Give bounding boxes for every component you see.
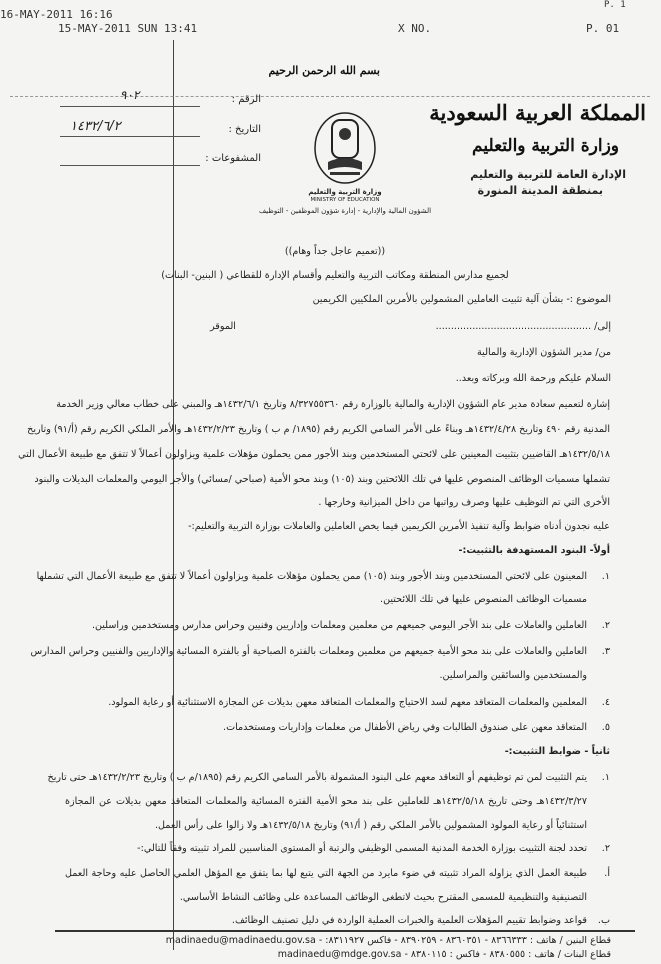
footer-boys-contact: قطاع البنين / هاتف : ٨٣٦٦٣٣٣ - ٨٣٦٠٣٥١ - ٨٣٩٠٢٥٩ - فاكس ٨٣١١٩٢٧: - madinaedu@madinaedu.gov.sa xyxy=(165,935,611,946)
item-number: ٤. xyxy=(601,697,610,708)
paragraph-line: المدنية رقم ٤٩٠ وتاريخ ١٤٣٢/٤/٢٨هـ وبناءً على الأمر السامي الكريم رقم (١٨٩٥/ م ب ) وتاريخ ١٤٣٢/٢/٢٣هـ والأمر الملكي الكريم رقم (أ/٩١) وتاريخ xyxy=(27,424,610,435)
list-item-line: المتعاقد معهن على صندوق الطالبات وفي رياض الأطفال من معلمات وإداريات ومستخدمات. xyxy=(223,722,587,733)
item-number: ١. xyxy=(601,571,610,582)
region-title: بمنطقة المدينة المنورة xyxy=(477,184,603,197)
fax-number-label: X NO. xyxy=(398,22,432,35)
addressees: لجميع مدارس المنطقة ومكاتب التربية والتعليم وأقسام الإدارة للقطاعي ( البنين- البنات) xyxy=(161,270,509,281)
paragraph-line: تشملها مسميات الوظائف المنصوص عليها في تلك اللائحتين وبند (١٠٥) وبند محو الأمية (صباحي /مسائي) والأجر اليومي والمعلمات البديلات والبنود xyxy=(34,474,610,485)
paragraph-line: ١٤٣٢/٥/١٨هـ القاضيين بتثبيت المعينين على لائحتي المستخدمين وبند الأجور ممن يحملون مؤهلات علمية ويزاولون أعمالاً لا تتفق مع طبيعة الأعمال التي xyxy=(18,449,610,460)
list-item-line: استثنائياً أو رعاية المولود المشمولين بالأمر الملكي رقم ( أ/٩١) وتاريخ ١٤٣٢/٥/١٨هـ ولا زالوا على رأس العمل. xyxy=(154,820,587,831)
ref-date-label: التاريخ : xyxy=(228,124,261,135)
department-line: الشؤون المالية والإدارية - إدارة شؤون الموظفين - التوظيف xyxy=(258,207,432,215)
subject-line: الموضوع :- بشأن آلية تثبيت العاملين المشمولين بالأمرين الملكيين الكريمين xyxy=(312,294,611,305)
paragraph-line: إشارة لتعميم سعادة مدير عام الشؤون الإدارية والمالية بالوزارة رقم ٨/٣٢٧٥٥٣٦٠ وتاريخ ١٤٣٢/٦/١هـ والمبني على خطاب معالي وزير الخدمة xyxy=(56,399,610,410)
scan-artifact-line xyxy=(173,40,174,950)
footer-divider xyxy=(55,930,635,932)
section2-title: ثانياً - ضوابط التثبيت:- xyxy=(504,746,610,757)
list-item-line: التصنيفية والتنظيمية للمسمى المقترح بحيث لاتطغى الوظائف المساعدة على وظائف النشاط الأساسي. xyxy=(179,892,587,903)
scan-artifact-dash xyxy=(10,96,650,97)
logo-caption-english: MINISTRY OF EDUCATION xyxy=(310,197,380,203)
item-number: ٢. xyxy=(601,843,610,854)
to-line: إلى/ ................................................... xyxy=(435,321,611,332)
paragraph-line: الأخرى التي تم التوظيف عليها وصرف رواتبها من داخل الميزانية وخارجها . xyxy=(318,497,610,508)
directorate-title: الإدارة العامة للتربية والتعليم xyxy=(470,168,626,181)
to-suffix: الموقر xyxy=(210,321,236,332)
basmala: بسم الله الرحمن الرحيم xyxy=(268,64,380,77)
ref-number-label: الرقم : xyxy=(231,94,261,105)
ministry-title: وزارة التربية والتعليم xyxy=(472,136,619,156)
ref-date-line xyxy=(60,136,200,137)
footer-girls-contact: قطاع البنات / هاتف : ٨٣٨٠٥٥٥ - فاكس : ٨٣٨٠١١٥ - madinaedu@mdge.gov.sa xyxy=(277,949,611,960)
list-item-line: العاملين والعاملات على بند محو الأمية جميعهم من معلمين ومعلمات بالفترة الصباحية أو بالفترة المسائية والإداريين والفنيين وحراس المدارس xyxy=(30,646,587,657)
item-number: ٥. xyxy=(601,722,610,733)
fax-stamp-received: 16-MAY-2011 16:16 xyxy=(0,8,113,21)
intro-line: عليه نجدون أدناه ضوابط وآلية تنفيذ الأمرين الكريمين فيما يخص العاملين والعاملات بوزارة التربية والتعليم:- xyxy=(188,521,610,532)
greeting: السلام عليكم ورحمة الله وبركاته وبعد.. xyxy=(455,373,611,384)
attachments-line xyxy=(60,165,200,166)
ref-number-line xyxy=(60,106,200,107)
fax-page-number: P. 01 xyxy=(586,22,620,35)
list-item-line: طبيعة العمل الذي يزاوله المراد تثبيته في ضوء مايرد من الجهة التي يتبع لها بما يتفق مع المؤهل العلمي الحاصل عليه وحاجة العمل xyxy=(65,868,587,879)
list-item-line: مسميات الوظائف المنصوص عليها في تلك اللائحتين. xyxy=(380,594,587,605)
attachments-label: المشفوعات : xyxy=(205,153,261,164)
kingdom-title: المملكة العربية السعودية xyxy=(429,100,646,125)
subitem-letter: أ. xyxy=(604,868,610,879)
item-number: ١. xyxy=(601,772,610,783)
from-line: من/ مدير الشؤون الإدارية والمالية xyxy=(477,347,611,358)
item-number: ٢. xyxy=(601,620,610,631)
fax-stamp-sent: 15-MAY-2011 SUN 13:41 xyxy=(58,22,198,35)
list-item-line: المعلمين والمعلمات المتعاقد معهم لسد الاحتياج والمعلمات المتعاقد معهن بديلات عن المجازة الاستثنائية أو رعاية المولود. xyxy=(108,697,587,708)
list-item-line: المعينون على لائحتي المستخدمين وبند الأجور وبند (١٠٥) ممن يحملون مؤهلات علمية ويزاولون أعمالاً لا تتفق مع طبيعة الأعمال التي تشملها xyxy=(36,571,587,582)
ministry-logo xyxy=(310,112,380,198)
list-item-line: تحدد لجنة التثبيت بوزارة الخدمة المدنية المسمى الوظيفي والرتبة أو المستوى المناسبين للمراد تثبيته وفقاً للتالي:- xyxy=(137,843,587,854)
fax-page-top: P. 1 xyxy=(604,0,626,10)
list-item-line: يتم التثبيت لمن تم توظيفهم أو التعاقد معهم على البنود المشمولة بالأمر السامي الكريم رقم (١٨٩٥/م ب ) وتاريخ ١٤٣٢/٢/٢٣هـ حتى تاريخ xyxy=(47,772,587,783)
item-number: ٣. xyxy=(601,646,610,657)
urgent-notice: ((تعميم عاجل جداً وهام)) xyxy=(284,246,386,257)
list-item-line: ١٤٣٢/٣/٢٧هـ وحتى تاريخ ١٤٣٢/٥/١٨هـ للعاملين على بند محو الأمية الفترة المسائية والمعلمات المتعاقد معهن بديلات عن المجازة xyxy=(65,796,587,807)
list-item-line: العاملين والعاملات على بند الأجر اليومي جميعهم من معلمين ومعلمات وإداريين وفنيين وحراس مدارس ومستخدمين وراسلين. xyxy=(91,620,587,631)
section1-title: أولاً- البنود المستهدفة بالتثبيت:- xyxy=(458,545,610,556)
logo-caption-arabic: وزارة التربية والتعليم xyxy=(308,188,382,196)
ref-date-value: ١٤٣٢/٦/٢ xyxy=(70,119,121,134)
list-item-line: قواعد وضوابط تقييم المؤهلات العلمية والخبرات العملية الواردة في دليل تصنيف الوظائف. xyxy=(231,915,587,926)
subitem-letter: ب. xyxy=(597,915,610,926)
list-item-line: والمستخدمين والسائقين والمراسلين. xyxy=(439,670,587,681)
ref-number-value: ٩٠٢ xyxy=(120,88,140,102)
